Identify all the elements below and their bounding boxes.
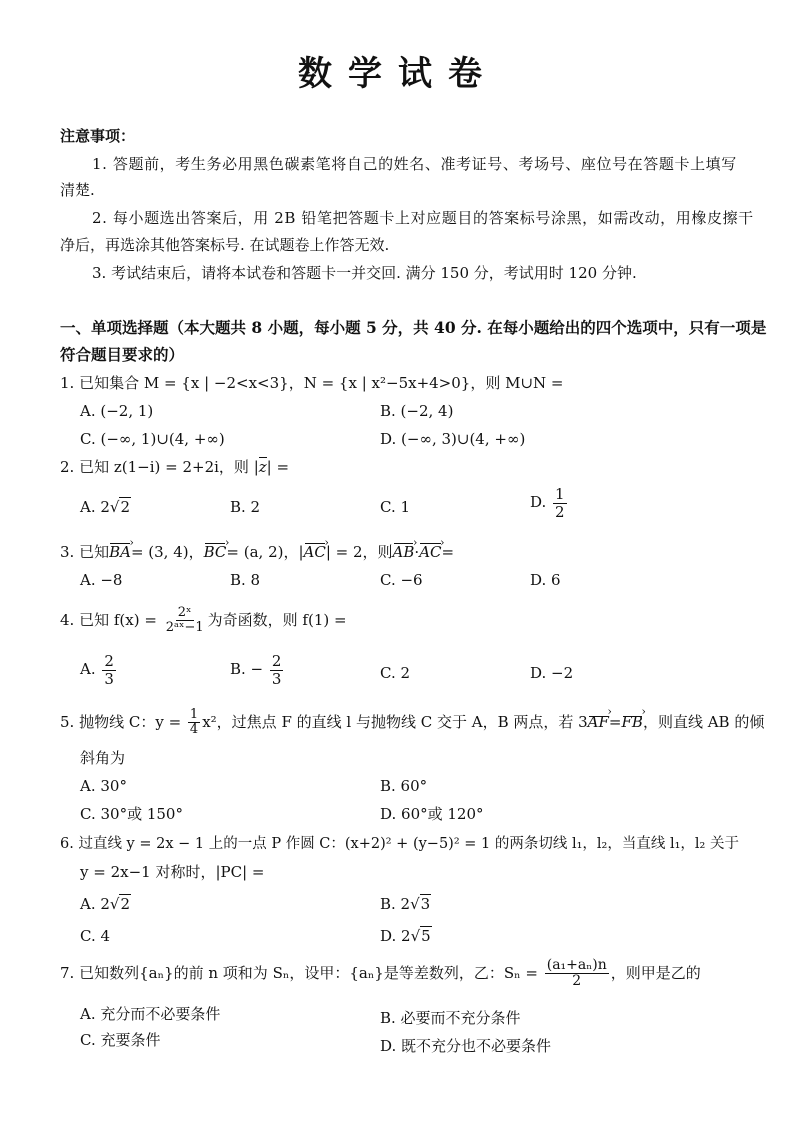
q3-p3: = (a, 2)，| [226, 543, 304, 561]
q1-option-c: C. (−∞, 1)∪(4, +∞) [80, 430, 225, 448]
q4-stem [60, 606, 347, 636]
q7-num: (a₁+aₙ)n [546, 957, 607, 973]
q7-post: ，则甲是乙的 [610, 963, 701, 982]
q3-option-a: A. −8 [80, 571, 123, 589]
section-heading-cont: 符合题目要求的） [60, 345, 185, 364]
q6-option-b: B. 2√3 [380, 895, 431, 913]
q5-fraction [188, 708, 200, 738]
q7-option-d: D. 既不充分也不必要条件 [380, 1037, 552, 1055]
q1-option-d: D. (−∞, 3)∪(4, +∞) [380, 430, 526, 448]
q5-num: 1 [189, 707, 199, 722]
q6-option-b-radicand: 3 [420, 895, 431, 913]
q4-option-a-den: 3 [104, 669, 114, 688]
q6-option-c: C. 4 [80, 927, 111, 945]
q1-stem: 1. 已知集合 M = {x | −2<x<3}，N = {x | x²−5x+4>0}，则 M∪N = [60, 374, 564, 392]
q5-option-a: A. 30° [80, 777, 127, 795]
q3-stem [60, 542, 454, 562]
q4-option-b-den: 3 [271, 669, 282, 688]
q4-option-a [80, 653, 118, 687]
q6-option-d-pre: D. 2 [380, 927, 411, 945]
q4-option-d: D. −2 [530, 664, 574, 682]
q6-option-d-radicand: 5 [421, 927, 431, 945]
q1-option-b: B. (−2, 4) [380, 402, 454, 420]
q6-option-b-pre: B. 2 [380, 895, 411, 913]
q4-option-a-num: 2 [104, 652, 114, 670]
notice-item-3: 3. 考试结束后，请将本试卷和答题卡一并交回. 满分 150 分，考试用时 120 分钟. [92, 264, 637, 282]
q6-stem: 6. 过直线 y = 2x − 1 上的一点 P 作圆 C：(x+2)² + (y−5)² = 1 的两条切线 l₁，l₂，当直线 l₁，l₂ 关于 [60, 836, 739, 852]
q2-option-a-radicand: 2 [120, 498, 131, 516]
notice-heading: 注意事项： [60, 127, 136, 145]
q3-option-b: B. 8 [230, 571, 261, 589]
q5-vec-fb: FB › [622, 715, 643, 730]
notice-item-2-cont: 净后，再选涂其他答案标号. 在试题卷上作答无效. [60, 236, 390, 254]
q7-den: 2 [572, 973, 582, 990]
q4-den: 2ᵃˣ−1 [165, 620, 204, 636]
q3-p2: = (3, 4)， [130, 543, 204, 561]
notice-item-2: 2. 每小题选出答案后，用 2B 铅笔把答题卡上对应题目的答案标号涂黑，如需改动，用橡皮擦干 [92, 209, 754, 227]
q6-option-a-pre: A. 2 [80, 895, 110, 913]
q4-num: 2ˣ [177, 605, 192, 620]
q6-option-a: A. 2√2 [80, 895, 131, 913]
q1-option-a: A. (−2, 1) [80, 402, 154, 420]
q5-option-c: C. 30°或 150° [80, 805, 183, 823]
q6-stem-cont: y = 2x−1 对称时，|PC| = [80, 863, 265, 881]
notice-item-1-cont: 清楚. [60, 181, 95, 199]
q4-post: 为奇函数，则 f(1) = [207, 610, 347, 629]
q2-option-a-pre: A. 2 [80, 498, 110, 516]
q7-option-c: C. 充要条件 [80, 1031, 161, 1049]
q4-pre: 4. 已知 f(x) = [60, 610, 157, 629]
q5-mid: x²，过焦点 F 的直线 l 与抛物线 C 交于 A，B 两点，若 3 [202, 712, 588, 731]
q3-option-d: D. 6 [530, 571, 561, 589]
q2-option-c: C. 1 [380, 498, 411, 516]
q5-stem [60, 708, 764, 738]
q2-option-d-den: 2 [555, 502, 565, 521]
q2-option-d-fraction [553, 486, 567, 520]
q2-stem-post: | = [266, 458, 290, 476]
q4-option-b-fraction [270, 653, 284, 687]
q2-option-d [530, 486, 569, 520]
q2-option-d-pre: D. [530, 493, 547, 511]
q7-fraction [545, 958, 609, 990]
q5-vec-af: AF › [588, 715, 609, 730]
section-heading: 一、单项选择题（本大题共 8 小题，每小题 5 分，共 40 分. 在每小题给出的四个选项中，只有一项是 [60, 318, 767, 337]
q5-option-b: B. 60° [380, 777, 428, 795]
q4-option-b [230, 653, 285, 687]
q3-vec-ab: AB › [393, 542, 415, 562]
q4-option-b-num: 2 [271, 652, 282, 670]
q4-fraction [164, 606, 206, 636]
q7-option-a: A. 充分而不必要条件 [80, 1005, 221, 1023]
q2-option-a: A. 2√2 [80, 498, 131, 516]
q3-p4: | = 2，则 [325, 543, 393, 561]
q3-p1: 3. 已知 [60, 543, 110, 561]
q7-option-b: B. 必要而不充分条件 [380, 1009, 521, 1027]
page-title: 数学试卷 [298, 54, 498, 94]
q3-option-c: C. −6 [380, 571, 423, 589]
q3-vec-bc: BC › [204, 542, 227, 562]
q3-vec-ba: BA › [109, 542, 131, 562]
q5-eq: = [608, 712, 622, 731]
q6-option-d: D. 2√5 [380, 927, 431, 945]
q3-dot: · [414, 543, 420, 561]
q5-den: 4 [189, 722, 199, 738]
q3-p5: = [441, 543, 455, 561]
q7-stem [60, 958, 701, 990]
q5-option-d: D. 60°或 120° [380, 805, 484, 823]
q6-option-a-radicand: 2 [120, 895, 131, 913]
q2-option-b: B. 2 [230, 498, 261, 516]
q7-pre: 7. 已知数列{aₙ}的前 n 项和为 Sₙ，设甲：{aₙ}是等差数列，乙：Sₙ = [60, 963, 538, 982]
q4-option-b-pre: B. − [230, 660, 264, 678]
q2-stem [60, 457, 289, 477]
q5-stem-cont: 斜角为 [80, 749, 126, 767]
q4-option-a-pre: A. [80, 660, 96, 678]
q5-post: ，则直线 AB 的倾 [642, 712, 765, 731]
notice-item-1: 1. 答题前，考生务必用黑色碳素笔将自己的姓名、准考证号、考场号、座位号在答题卡上填写 [92, 155, 737, 173]
q3-vec-ac: AC › [304, 542, 326, 562]
q2-conj-z: z [258, 458, 267, 476]
q4-option-c: C. 2 [380, 664, 411, 682]
q2-stem-pre: 2. 已知 z(1−i) = 2+2i，则 | [60, 458, 259, 476]
q5-pre: 5. 抛物线 C：y = [60, 712, 182, 731]
q3-vec-ac-2: AC › [419, 542, 441, 562]
q4-option-a-fraction [102, 653, 116, 687]
q2-option-d-num: 1 [555, 485, 565, 503]
